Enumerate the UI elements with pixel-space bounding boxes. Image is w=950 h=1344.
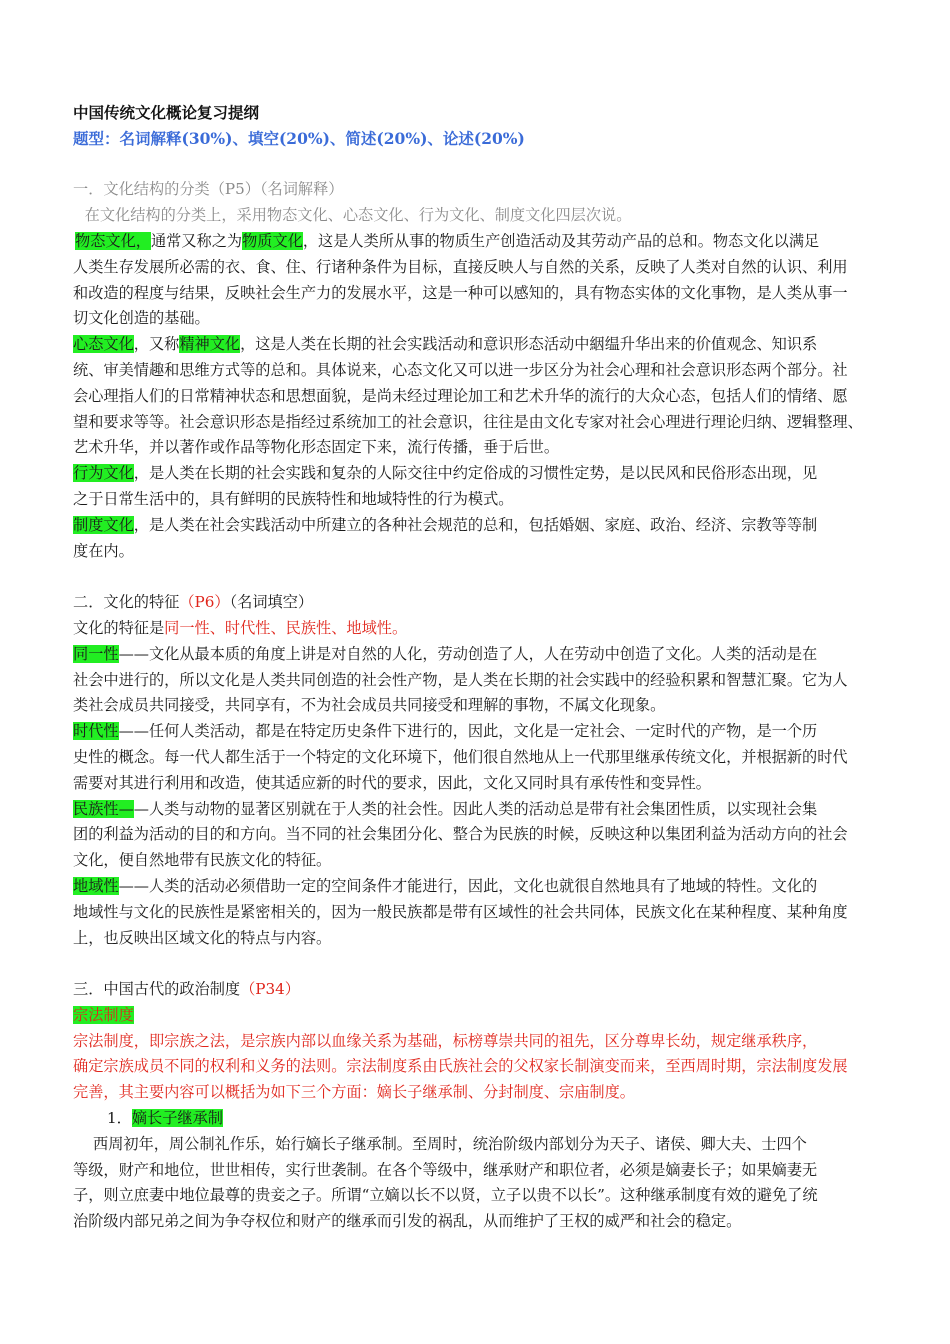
- section-1-intro-text: 在文化结构的分类上，采用物态文化、心态文化、行为文化、制度文化四层次说。: [84, 206, 632, 225]
- wutai-line-3: 和改造的程度与结果，反映社会生产力的发展水平，这是一种可以感知的，具有物态实体的文化事物，是人类从事一: [73, 283, 848, 302]
- diyu-line-3: 上，也反映出区域文化的特点与内容。: [73, 928, 332, 947]
- term-wuzhi: 物质文化: [242, 231, 303, 250]
- xintai-line-1: [73, 332, 905, 358]
- wutai-text: ，这是人类所从事的物质生产创造活动及其劳动产品的总和。物态文化以满足: [302, 231, 820, 250]
- section-2-page-ref: （P6）: [179, 593, 230, 612]
- term-diyu: 地域性: [73, 876, 119, 895]
- sub-1-line-4: 治阶级内部兄弟之间为争夺权位和财产的继承而引发的祸乱，从而维护了王权的威严和社会的稳定。: [73, 1212, 742, 1231]
- zongfa-line-3: 完善，其主要内容可以概括为如下三个方面：嫡长子继承制、分封制度、宗庙制度。: [73, 1083, 635, 1102]
- minzu-line-1: [73, 797, 905, 823]
- xintai-mid: ，又称: [133, 335, 180, 354]
- shidai-line-3: 需要对其进行利用和改造，使其适应新的时代的要求，因此，文化又同时具有承传性和变异性。: [73, 773, 711, 792]
- section-1-heading: 一．文化结构的分类（P5）（名词解释）: [73, 180, 344, 199]
- minzu-text: —人类与动物的显著区别就在于人类的社会性。因此人类的活动总是带有社会集团性质，以实现社会集: [133, 799, 818, 818]
- term-tongyi: 同一性: [73, 644, 119, 663]
- section-3-page-ref: （P34）: [240, 980, 300, 999]
- wutai-mid: 通常又称之为: [150, 231, 243, 250]
- tongyi-line-3: 类社会成员共同接受，共同享有，不为社会成员共同接受和理解的事物，不属文化现象。: [73, 696, 666, 715]
- sub-1-number: 1．: [107, 1109, 132, 1128]
- tongyi-line-2: 社会中进行的，所以文化是人类共同创造的社会性产物，是人类在长期的社会实践中的经验积累和智慧汇聚。它为人: [73, 670, 848, 689]
- document-page: [73, 100, 905, 1235]
- section-1-intro: [73, 203, 905, 229]
- shidai-line-1: [73, 719, 905, 745]
- section-3-heading-text: 三．中国古代的政治制度: [73, 980, 241, 999]
- diyu-line-2: 地域性与文化的民族性是紧密相关的，因为一般民族都是带有区域性的社会共同体，民族文化在某种程度、某种角度: [73, 902, 848, 921]
- section-2-intro: [73, 616, 905, 642]
- minzu-line-2: 团的利益为活动的目的和方向。当不同的社会集团分化、整合为民族的时候，反映这种以集团利益为活动方向的社会: [73, 825, 848, 844]
- term-xingwei: 行为文化: [73, 464, 134, 483]
- term-zongfa: 宗法制度: [73, 1005, 134, 1024]
- xingwei-line-1: [73, 461, 905, 487]
- term-jingshen: 精神文化: [179, 335, 241, 354]
- section-3-heading: [73, 977, 905, 1003]
- zhidu-line-2: 度在内。: [73, 541, 134, 560]
- minzu-line-3: 文化，便自然地带有民族文化的特征。: [73, 851, 332, 870]
- tongyi-text: ——文化从最本质的角度上讲是对自然的人化，劳动创造了人，人在劳动中创造了文化。人类的活动是在: [118, 644, 818, 663]
- shidai-line-2: 史性的概念。每一代人都生活于一个特定的文化环境下，他们很自然地从上一代那里继承传统文化，并根据新的时代: [73, 747, 848, 766]
- xintai-line-2: 统、审美情趣和思维方式等的总和。具体说来，心态文化又可以进一步区分为社会心理和社会意识形态两个部分。社: [73, 360, 848, 379]
- term-shidai: 时代性: [73, 722, 119, 741]
- term-dizhangzi: 嫡长子继承制: [131, 1109, 223, 1128]
- zongfa-heading: [73, 1003, 905, 1029]
- xintai-line-3: 会心理指人们的日常精神状态和思想面貌，是尚未经过理论加工和艺术升华的流行的大众心态，包括人们的情绪、愿: [73, 386, 848, 405]
- xingwei-text: ，是人类在长期的社会实践和复杂的人际交往中约定俗成的习惯性定势，是以民风和民俗形态出现，见: [133, 464, 818, 483]
- zongfa-line-2: 确定宗族成员不同的权利和义务的法则。宗法制度系由氏族社会的父权家长制演变而来，至西周时期，宗法制度发展: [73, 1057, 848, 1076]
- term-minzu: 民族性—: [73, 799, 134, 818]
- section-2-heading-text: 二．文化的特征: [73, 593, 180, 612]
- section-2-features: 同一性、时代性、民族性、地域性。: [164, 618, 408, 637]
- tongyi-line-1: [73, 642, 905, 668]
- diyu-line-1: [73, 874, 905, 900]
- term-zhidu: 制度文化: [73, 515, 134, 534]
- zhidu-text: ，是人类在社会实践活动中所建立的各种社会规范的总和，包括婚姻、家庭、政治、经济、宗教等等制: [133, 515, 818, 534]
- zongfa-line-1: 宗法制度，即宗族之法，是宗族内部以血缘关系为基础，标榜尊崇共同的祖先，区分尊卑长幼，规定继承秩序，: [73, 1031, 818, 1050]
- zhidu-line-1: [73, 513, 905, 539]
- diyu-text: ——人类的活动必须借助一定的空间条件才能进行，因此，文化也就很自然地具有了地域的特性。文化的: [118, 876, 818, 895]
- sub-1-heading: [73, 1106, 905, 1132]
- section-2-heading: [73, 590, 905, 616]
- question-types: 题型：名词解释(30%)、填空(20%)、简述(20%)、论述(20%): [73, 128, 525, 148]
- term-xintai: 心态文化: [73, 335, 134, 354]
- document-title: 中国传统文化概论复习提纲: [73, 103, 260, 122]
- xintai-line-4: 望和要求等等。社会意识形态是指经过系统加工的社会意识，往往是由文化专家对社会心理进行理论归纳、逻辑整理、: [73, 412, 863, 431]
- section-2-intro-text: 文化的特征是: [73, 618, 165, 637]
- section-2-heading-type: （名词填空）: [229, 593, 314, 612]
- xintai-text: ，这是人类在长期的社会实践活动和意识形态活动中絪缊升华出来的价值观念、知识系: [240, 335, 818, 354]
- sub-1-line-1: 西周初年，周公制礼作乐，始行嫡长子继承制。至周时，统治阶级内部划分为天子、诸侯、卿大夫、士四个: [93, 1134, 807, 1153]
- term-wutai: 物态文化，: [75, 231, 151, 250]
- xingwei-line-2: 之于日常生活中的，具有鲜明的民族特性和地域特性的行为模式。: [73, 489, 514, 508]
- wutai-line-1: [73, 229, 905, 255]
- sub-1-line-3: 子，则立庶妻中地位最尊的贵妾之子。所谓“立嫡以长不以贤，立子以贵不以长”。这种继承制度有效的避免了统: [73, 1186, 818, 1205]
- wutai-line-2: 人类生存发展所必需的衣、食、住、行诸种条件为目标，直接反映人与自然的关系，反映了人类对自然的认识、利用: [73, 257, 848, 276]
- shidai-text: ——任何人类活动，都是在特定历史条件下进行的，因此，文化是一定社会、一定时代的产物，是一个历: [118, 722, 818, 741]
- sub-1-line-2: 等级，财产和地位，世世相传，实行世袭制。在各个等级中，继承财产和职位者，必须是嫡妻长子；如果嫡妻无: [73, 1160, 818, 1179]
- xintai-line-5: 艺术升华，并以著作或作品等物化形态固定下来，流行传播，垂于后世。: [73, 438, 559, 457]
- wutai-line-4: 切文化创造的基础。: [73, 309, 210, 328]
